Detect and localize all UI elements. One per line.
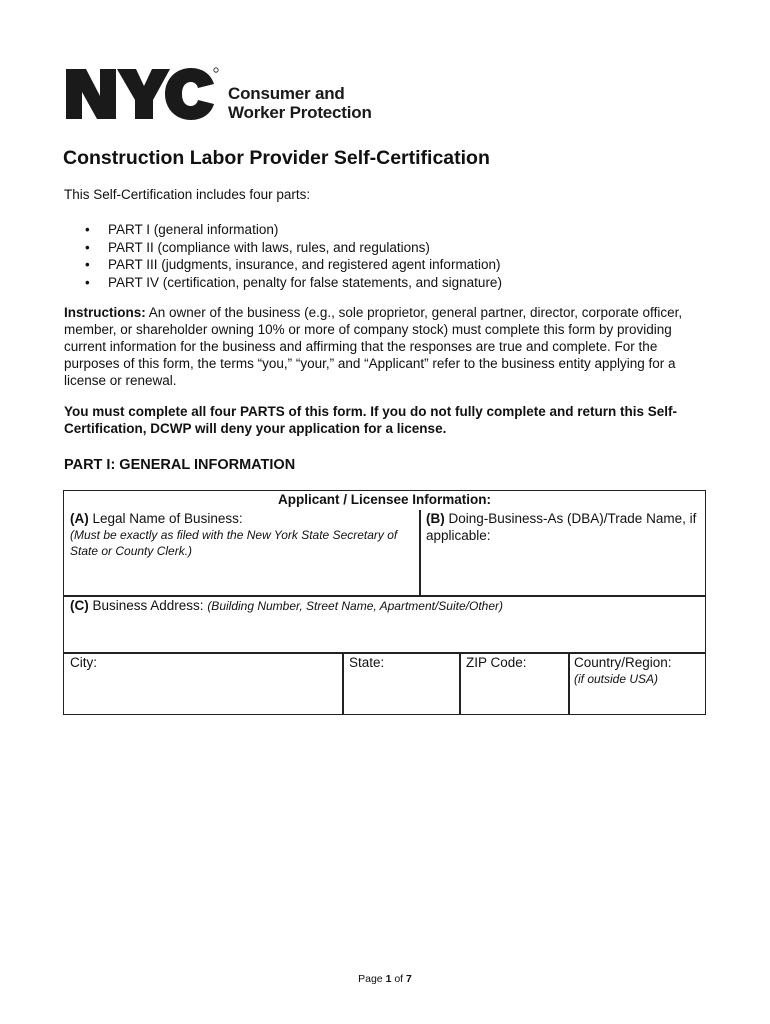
column-divider xyxy=(459,653,461,715)
list-item xyxy=(85,256,502,274)
bullet-icon: • xyxy=(85,274,90,290)
country-region-field[interactable] xyxy=(574,654,702,712)
city-label: City: xyxy=(70,655,97,670)
dba-label xyxy=(426,510,701,544)
page-footer xyxy=(0,973,770,985)
field-letter-b: (B) xyxy=(426,511,445,526)
business-address-label-text: Business Address: xyxy=(88,598,208,613)
part1-heading: PART I: GENERAL INFORMATION xyxy=(64,457,296,473)
bullet-icon: • xyxy=(85,239,90,255)
list-item-text: PART I (general information) xyxy=(108,222,279,237)
nyc-logo-icon xyxy=(64,66,220,122)
legal-name-field[interactable] xyxy=(70,510,415,595)
agency-name xyxy=(228,84,372,122)
page-total: 7 xyxy=(406,973,412,985)
field-letter-a: (A) xyxy=(70,511,89,526)
list-item-text: PART II (compliance with laws, rules, and regulations) xyxy=(108,239,430,255)
legal-name-label-text: Legal Name of Business: xyxy=(88,511,243,526)
field-letter-c: (C) xyxy=(70,598,89,613)
business-address-label xyxy=(70,597,700,614)
dba-field[interactable] xyxy=(426,510,701,595)
page-title: Construction Labor Provider Self-Certification xyxy=(63,147,490,169)
list-item-text: PART III (judgments, insurance, and registered agent information) xyxy=(108,257,501,272)
row-divider xyxy=(64,652,705,654)
zip-code-field[interactable] xyxy=(466,654,566,712)
agency-logo xyxy=(64,66,394,124)
parts-list xyxy=(85,221,502,291)
intro-text: This Self-Certification includes four parts: xyxy=(64,187,311,202)
country-region-note: (if outside USA) xyxy=(574,672,659,686)
agency-name-line1: Consumer and xyxy=(228,84,345,103)
completion-warning: You must complete all four PARTS of this form. If you do not fully complete and return this Self-Certification, DCWP will deny your application for a license. xyxy=(64,404,678,436)
list-item xyxy=(85,221,502,239)
country-region-label: Country/Region: xyxy=(574,655,672,670)
dba-label-text: Doing-Business-As (DBA)/Trade Name, if applicable: xyxy=(426,511,697,543)
instructions-label: Instructions: xyxy=(64,305,146,320)
legal-name-note: (Must be exactly as filed with the New York State Secretary of State or County Clerk.) xyxy=(70,528,398,558)
business-address-note: (Building Number, Street Name, Apartment/Suite/Other) xyxy=(207,599,503,613)
page-word: Page xyxy=(358,973,386,985)
row-divider xyxy=(64,595,705,597)
instructions-text: An owner of the business (e.g., sole proprietor, general partner, director, corporate officer, member, or shareholder owning 10% or more of company stock) must complete this form by providing current information for the business and affirming that the responses are true and complete. For the purposes of this form, the terms “you,” “your,” and “Applicant” refer to the business entity applying for a license or renewal. xyxy=(64,305,683,388)
business-address-field[interactable] xyxy=(70,597,700,652)
state-label: State: xyxy=(349,655,385,670)
of-word: of xyxy=(391,973,407,985)
list-item xyxy=(85,239,502,257)
column-divider xyxy=(419,510,421,596)
agency-name-line2: Worker Protection xyxy=(228,103,372,122)
general-information-table xyxy=(63,490,706,715)
page-number: 1 xyxy=(385,973,392,985)
state-field[interactable] xyxy=(349,654,457,712)
table-header: Applicant / Licensee Information: xyxy=(277,492,492,507)
column-divider xyxy=(568,653,570,715)
bullet-icon: • xyxy=(85,222,90,237)
legal-name-label xyxy=(70,510,415,527)
column-divider xyxy=(342,653,344,715)
list-item-text: PART IV (certification, penalty for false statements, and signature) xyxy=(108,274,502,290)
bullet-icon: • xyxy=(85,257,90,272)
city-field[interactable] xyxy=(70,654,340,712)
instructions-paragraph xyxy=(64,304,714,389)
zip-code-label: ZIP Code: xyxy=(466,655,527,670)
list-item xyxy=(85,274,502,292)
